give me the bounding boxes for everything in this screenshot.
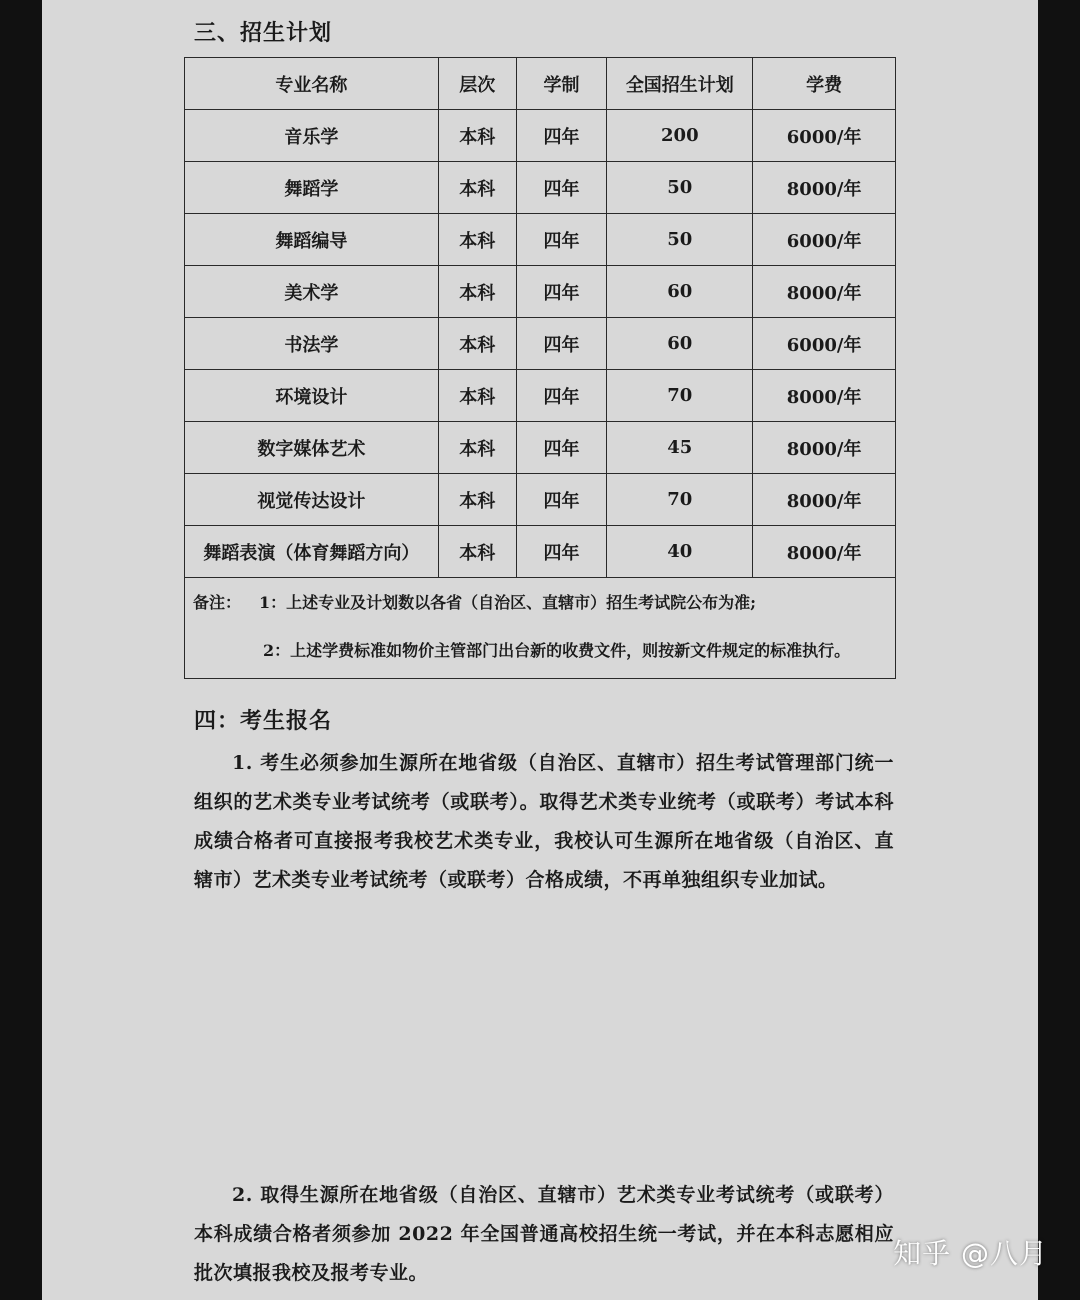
cell-duration: 四年 [516, 422, 607, 474]
cell-tuition: 6000/年 [753, 318, 896, 370]
cell-level: 本科 [438, 266, 516, 318]
cell-level: 本科 [438, 370, 516, 422]
header-major: 专业名称 [185, 58, 439, 110]
cell-level: 本科 [438, 214, 516, 266]
cell-major: 舞蹈编导 [185, 214, 439, 266]
cell-tuition: 6000/年 [753, 214, 896, 266]
note-line-1 [193, 590, 887, 616]
cell-duration: 四年 [516, 110, 607, 162]
table-row [185, 266, 896, 318]
table-note-row [185, 578, 896, 679]
cell-plan: 70 [607, 474, 753, 526]
cell-plan: 50 [607, 162, 753, 214]
table-row [185, 162, 896, 214]
cell-major: 数字媒体艺术 [185, 422, 439, 474]
cell-duration: 四年 [516, 526, 607, 578]
cell-duration: 四年 [516, 474, 607, 526]
cell-tuition: 8000/年 [753, 422, 896, 474]
table-row [185, 526, 896, 578]
cell-major: 美术学 [185, 266, 439, 318]
cell-duration: 四年 [516, 370, 607, 422]
cell-level: 本科 [438, 318, 516, 370]
cell-plan: 70 [607, 370, 753, 422]
paragraph-1: 1. 考生必须参加生源所在地省级（自治区、直辖市）招生考试管理部门统一组织的艺术类专业考试统考（或联考）。取得艺术类专业统考（或联考）考试本科成绩合格者可直接报考我校艺术类专业，我校认可生源所在地省级（自治区、直辖市）艺术类专业考试统考（或联考）合格成绩，不再单独组织专业加试。 [194, 752, 894, 891]
cell-plan: 60 [607, 318, 753, 370]
header-level: 层次 [438, 58, 516, 110]
table-row [185, 110, 896, 162]
cell-duration: 四年 [516, 162, 607, 214]
table-row [185, 474, 896, 526]
header-plan: 全国招生计划 [607, 58, 753, 110]
cell-level: 本科 [438, 422, 516, 474]
cell-tuition: 6000/年 [753, 110, 896, 162]
table-row [185, 214, 896, 266]
cell-duration: 四年 [516, 266, 607, 318]
table-header-row [185, 58, 896, 110]
header-duration: 学制 [516, 58, 607, 110]
cell-duration: 四年 [516, 318, 607, 370]
cell-tuition: 8000/年 [753, 162, 896, 214]
cell-plan: 40 [607, 526, 753, 578]
cell-plan: 50 [607, 214, 753, 266]
paragraph-2: 2. 取得生源所在地省级（自治区、直辖市）艺术类专业考试统考（或联考）本科成绩合格者须参加 2022 年全国普通高校招生统一考试，并在本科志愿相应批次填报我校及报考专业。 [194, 1184, 894, 1284]
enrollment-plan-table [184, 57, 896, 679]
note-text-2: 2：上述学费标准如物价主管部门出台新的收费文件，则按新文件规定的标准执行。 [263, 641, 851, 660]
cell-major: 书法学 [185, 318, 439, 370]
watermark: 知乎 @八月 [893, 1237, 1048, 1270]
cell-plan: 200 [607, 110, 753, 162]
cell-major: 舞蹈表演（体育舞蹈方向） [185, 526, 439, 578]
table-row [185, 318, 896, 370]
cell-major: 视觉传达设计 [185, 474, 439, 526]
cell-plan: 60 [607, 266, 753, 318]
cell-major: 音乐学 [185, 110, 439, 162]
cell-level: 本科 [438, 110, 516, 162]
cell-duration: 四年 [516, 214, 607, 266]
table-note [185, 578, 896, 679]
cell-level: 本科 [438, 162, 516, 214]
note-text-1: 1：上述专业及计划数以各省（自治区、直辖市）招生考试院公布为准; [259, 593, 757, 612]
header-tuition: 学费 [753, 58, 896, 110]
cell-major: 舞蹈学 [185, 162, 439, 214]
document-page [42, 0, 1038, 1300]
cell-level: 本科 [438, 526, 516, 578]
cell-major: 环境设计 [185, 370, 439, 422]
table-row [185, 422, 896, 474]
cell-tuition: 8000/年 [753, 526, 896, 578]
section3-title: 三、招生计划 [194, 20, 333, 46]
cell-plan: 45 [607, 422, 753, 474]
section4-title: 四：考生报名 [194, 708, 333, 734]
cell-tuition: 8000/年 [753, 266, 896, 318]
cell-tuition: 8000/年 [753, 370, 896, 422]
note-label: 备注： [193, 593, 242, 612]
cell-tuition: 8000/年 [753, 474, 896, 526]
cell-level: 本科 [438, 474, 516, 526]
table-row [185, 370, 896, 422]
